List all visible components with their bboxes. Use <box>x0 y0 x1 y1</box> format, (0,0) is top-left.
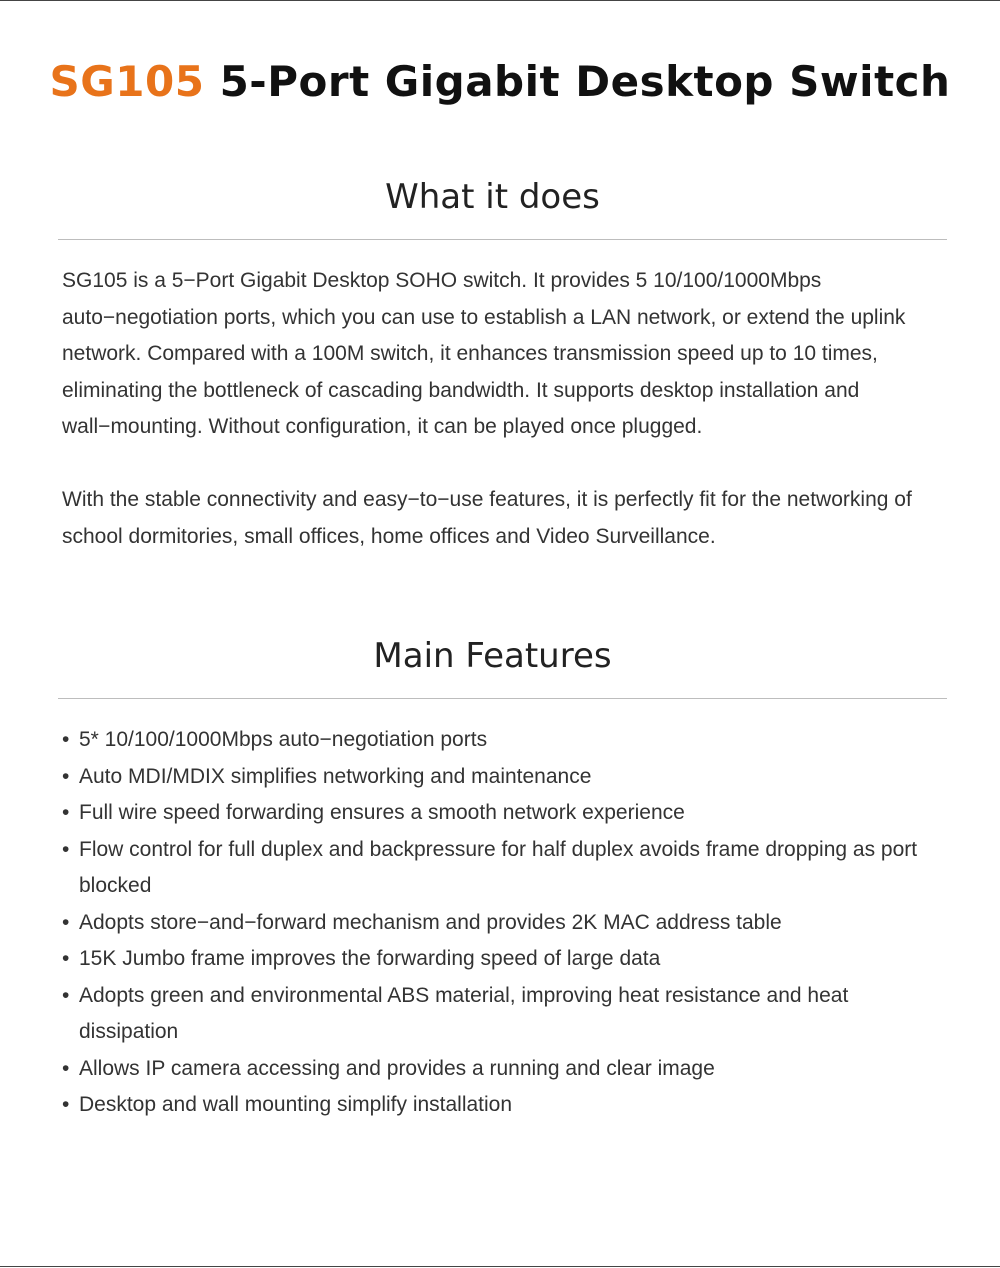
feature-item <box>62 795 952 832</box>
main-features-heading: Main Features <box>373 636 612 676</box>
feature-item <box>62 1051 952 1088</box>
feature-item <box>62 1087 952 1124</box>
feature-text: 15K Jumbo frame improves the forwarding speed of large data <box>79 947 661 970</box>
feature-text: Adopts store−and−forward mechanism and provides 2K MAC address table <box>79 910 782 934</box>
features-list <box>62 722 952 1124</box>
bullet-icon: • <box>62 837 70 861</box>
bullet-icon: • <box>62 947 70 970</box>
product-name: 5-Port Gigabit Desktop Switch <box>219 57 951 106</box>
bullet-icon: • <box>62 728 70 751</box>
feature-item <box>62 759 952 796</box>
feature-item <box>62 905 952 942</box>
bullet-icon: • <box>62 1056 70 1080</box>
bullet-icon: • <box>62 910 70 934</box>
feature-text: Auto MDI/MDIX simplifies networking and maintenance <box>79 764 592 788</box>
bullet-icon: • <box>62 801 70 824</box>
bullet-icon: • <box>62 764 70 788</box>
description-paragraph: SG105 is a 5−Port Gigabit Desktop SOHO switch. It provides 5 10/100/1000Mbps auto−negotiation ports, which you can use to establish a LAN network, or extend the uplink network. Compared with a 100M switch, it enhances transmission speed up to 10 times, eliminating the bottleneck of cascading bandwidth. It supports desktop installation and wall−mounting. Without configuration, it can be played once plugged. <box>62 269 906 438</box>
section-divider <box>58 698 947 699</box>
bullet-icon: • <box>62 983 70 1007</box>
product-model: SG105 <box>49 57 205 106</box>
section-divider <box>58 239 947 240</box>
bottom-border <box>0 1266 1000 1267</box>
bullet-icon: • <box>62 1093 70 1116</box>
feature-item <box>62 832 952 905</box>
feature-text: Full wire speed forwarding ensures a smooth network experience <box>79 801 685 824</box>
feature-text: Flow control for full duplex and backpressure for half duplex avoids frame dropping as port blocked <box>79 837 918 897</box>
usage-paragraph: With the stable connectivity and easy−to−use features, it is perfectly fit for the networking of school dormitories, small offices, home offices and Video Surveillance. <box>62 488 912 548</box>
top-border <box>0 0 1000 1</box>
feature-text: Allows IP camera accessing and provides a running and clear image <box>79 1056 715 1080</box>
feature-text: Desktop and wall mounting simplify installation <box>79 1093 513 1116</box>
page-title <box>0 52 1000 112</box>
feature-item <box>62 722 952 759</box>
feature-item <box>62 941 952 978</box>
feature-text: Adopts green and environmental ABS material, improving heat resistance and heat dissipation <box>79 983 849 1043</box>
what-it-does-heading: What it does <box>385 177 600 217</box>
feature-item <box>62 978 952 1051</box>
feature-text: 5* 10/100/1000Mbps auto−negotiation ports <box>79 728 488 751</box>
